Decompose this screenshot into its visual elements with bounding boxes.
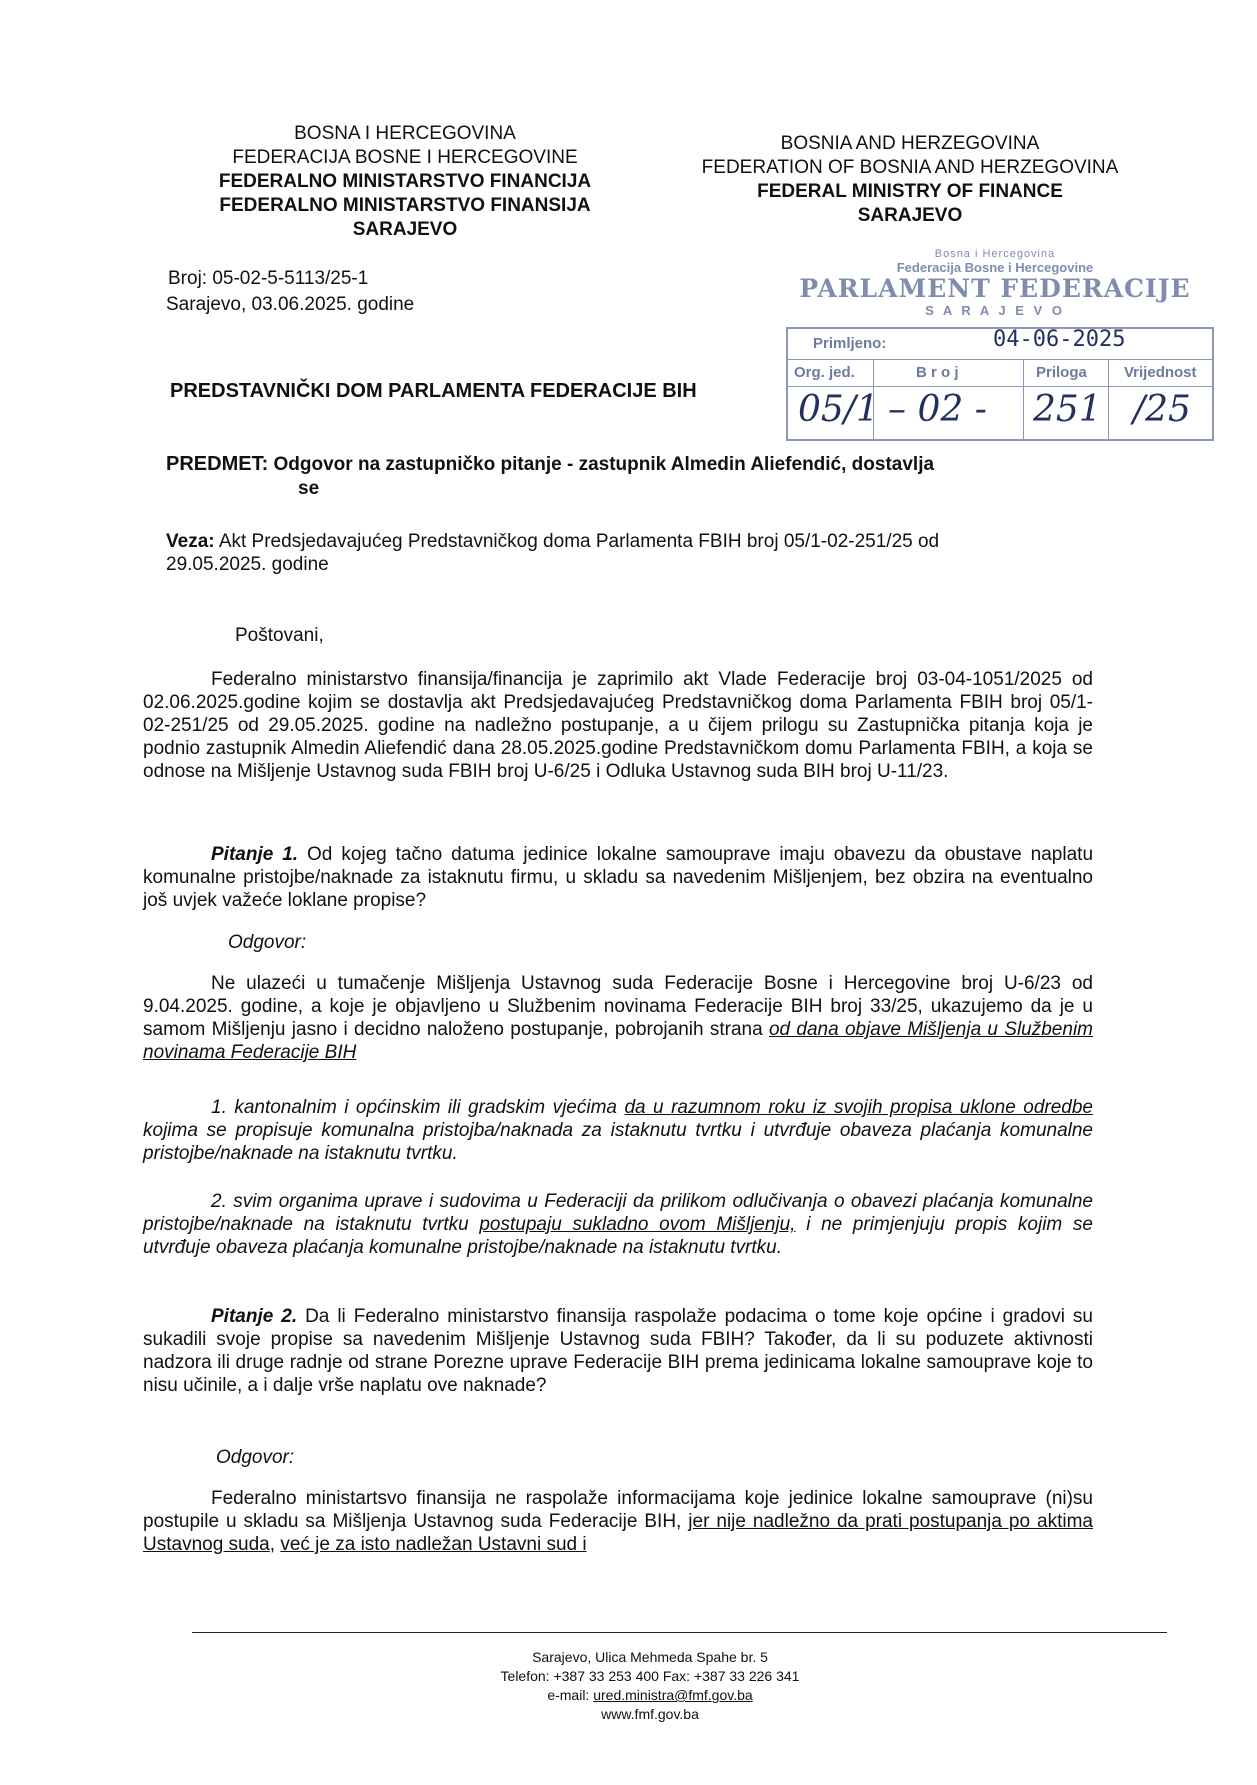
stamp-divider-2 [1023, 360, 1024, 439]
veza-line-2: 29.05.2025. godine [166, 554, 329, 575]
question-1-text: Od kojeg tačno datuma jedinice lokalne samouprave imaju obavezu da obustave naplatu komunalne pristojbe/naknade za istaknutu firmu, u skladu sa navedenim Mišljenjem, bez obzira na eventualno još uvjek važeće loklane propise? [143, 844, 1094, 911]
stamp-line-1: Bosna i Hercegovina [934, 248, 1056, 260]
list-item-2-underline: postupaju sukladno ovom Mišljenju, [479, 1214, 796, 1235]
veza-line-1: Akt Predsjedavajućeg Predstavničkog doma Parlamenta FBIH broj 05/1-02-251/25 od [214, 531, 940, 552]
answer-1-text: Ne ulazeći u tumačenje Mišljenja Ustavnog suda Federacije Bosne i Hercegovine broj U-6/23 od 9.04.2025. godine, a koje je objavljeno u Službenim novinama Federacije BIH broj 33/25, ukazujemo da je u samom Mišljenju jasno i decidno naloženo postupanje, pobrojanih strana [143, 973, 1093, 1040]
header-left-country: BOSNA I HERCEGOVINA [294, 123, 516, 144]
footer [300, 1648, 1000, 1724]
footer-address: Sarajevo, Ulica Mehmeda Spahe br. 5 [532, 1649, 768, 1665]
footer-divider [192, 1632, 1167, 1633]
stamp-col-priloga: Priloga [1036, 364, 1087, 381]
stamp-line-4: S A R A J E V O [925, 303, 1065, 318]
header-right-city: SARAJEVO [857, 205, 963, 226]
stamp-received-label: Primljeno: [813, 335, 887, 352]
answer-2-paragraph [143, 1487, 1093, 1556]
stamp-hand-priloga: 251 [1033, 389, 1102, 430]
answer-1-label: Odgovor: [228, 932, 307, 953]
stamp-header [780, 248, 1210, 319]
list-item-1-pre: 1. kantonalnim i općinskim ili gradskim vjećima [211, 1097, 625, 1118]
answer-1-paragraph [143, 972, 1093, 1064]
answer-1-underline: od dana objave Mišljenja u Službenim novinama Federacije BIH [143, 1019, 1093, 1063]
question-1-label: Pitanje 1. [211, 844, 299, 865]
answer-2-underline-2: već je za isto nadležan Ustavni sud i [280, 1534, 587, 1555]
header-left-ministry-1: FEDERALNO MINISTARSTVO FINANCIJA [218, 171, 592, 192]
stamp-divider-3 [1108, 360, 1109, 439]
header-left-city: SARAJEVO [352, 219, 458, 240]
header-left [175, 122, 635, 242]
reference-date: Sarajevo, 03.06.2025. godine [166, 294, 415, 315]
footer-email-line [300, 1686, 1000, 1705]
stamp-box [786, 327, 1214, 441]
header-left-federation: FEDERACIJA BOSNE I HERCEGOVINE [232, 147, 578, 168]
answer-2-mid: , [269, 1534, 281, 1555]
header-right-federation: FEDERATION OF BOSNIA AND HERZEGOVINA [701, 157, 1119, 178]
header-right-country: BOSNIA AND HERZEGOVINA [780, 133, 1040, 154]
question-2-text: Da li Federalno ministarstvo finansija raspolaže podacima o tome koje općine i gradovi su sukadili svoje propise sa navedenim Mišljenje Ustavnog suda FBIH? Također, da li su poduzete aktivnosti nadzora ili druge radnje od strane Porezne uprave Federacije BIH prema jedinicama lokalne samouprave koje to nisu učinile, a i dalje vrše naplatu ove naknade? [143, 1306, 1093, 1396]
intro-paragraph: Federalno ministarstvo finansija/financija je zaprimilo akt Vlade Federacije broj 03-04-1051/2025 od 02.06.2025.godine kojim se dostavlja akt Predsjedavajućeg Predstavničkog doma Parlamenta FBIH broj 05/1-02-251/25 od 29.05.2025. godine na nadležno postupanje, a u čijem prilogu su Zastupnička pitanja koja je podnio zastupnik Almedin Aliefendić dana 28.05.2025.godine Predstavničkom domu Parlamenta FBIH, a koja se odnose na Mišljenje Ustavnog suda FBIH broj U-6/25 i Odluka Ustavnog suda BIH broj U-11/23. [143, 669, 1093, 782]
stamp-received-row [788, 329, 1212, 360]
list-item-1-post: kojima se propisuje komunalna pristojba/naknada za istaknutu tvrtku i utvrđuje obaveza plaćanja komunalne pristojbe/naknade na istaknutu tvrtku. [143, 1120, 1093, 1164]
veza [166, 530, 939, 576]
list-item-2-pre: 2. svim organima uprave i sudovima u Federaciji da prilikom odlučivanja o obavezi plaćanja komunalne pristojbe/naknade na istaknutu tvrtku [143, 1191, 1093, 1235]
answer-2-text: Federalno ministartsvo finansija ne raspolaže informacijama koje jedinice lokalne samouprave (ni)su postupile u skladu sa Mišljenja Ustavnog suda Federacije BIH, [143, 1488, 1093, 1532]
header-right [665, 132, 1155, 228]
stamp-column-headers [788, 360, 1212, 387]
stamp-received-date: 04-06-2025 [993, 327, 1126, 352]
stamp-hand-org: 05/1 [798, 389, 879, 430]
list-item-1-underline: da u razumnom roku iz svojih propisa uklone odredbe [624, 1097, 1093, 1118]
header-right-ministry: FEDERAL MINISTRY OF FINANCE [757, 181, 1063, 202]
list-item-2-post: i ne primjenjuju propis kojim se utvrđuje obaveza plaćanja komunalne pristojbe/naknade na istaknutu tvrtku. [143, 1214, 1093, 1258]
question-2-label: Pitanje 2. [211, 1306, 298, 1327]
recipient: PREDSTAVNIČKI DOM PARLAMENTA FEDERACIJE BIH [170, 380, 697, 402]
footer-website[interactable]: www.fmf.gov.ba [601, 1706, 699, 1722]
stamp-col-broj: B r o j [916, 364, 959, 381]
stamp-line-2: Federacija Bosne i Hercegovine [896, 260, 1094, 275]
stamp-hand-year: /25 [1133, 389, 1191, 430]
question-1 [143, 843, 1093, 912]
footer-email-link[interactable]: ured.ministra@fmf.gov.ba [593, 1687, 753, 1703]
list-item-1 [143, 1096, 1093, 1165]
subject-line-1: Odgovor na zastupničko pitanje - zastupnik Almedin Aliefendić, dostavlja [273, 454, 935, 475]
reference-number: Broj: 05-02-5-5113/25-1 [168, 268, 369, 289]
footer-email-label: e-mail: [547, 1687, 594, 1703]
answer-2-label: Odgovor: [216, 1447, 295, 1468]
subject-label: PREDMET: [166, 453, 269, 475]
stamp-col-vrijednost: Vrijednost [1124, 364, 1197, 381]
stamp-col-org: Org. jed. [794, 364, 855, 381]
subject-line-2: se [298, 478, 320, 499]
question-2 [143, 1305, 1093, 1397]
stamp-hand-broj: – 02 - [888, 389, 987, 430]
answer-2-underline-1: jer nije nadležno da prati postupanja po aktima Ustavnog suda [143, 1511, 1093, 1555]
subject [166, 452, 1126, 501]
header-left-ministry-2: FEDERALNO MINISTARSTVO FINANSIJA [219, 195, 591, 216]
stamp-line-3: PARLAMENT FEDERACIJE [799, 274, 1191, 303]
greeting: Poštovani, [235, 625, 324, 646]
veza-label: Veza: [166, 531, 215, 552]
footer-phone: Telefon: +387 33 253 400 Fax: +387 33 226 341 [500, 1668, 800, 1684]
list-item-2 [143, 1190, 1093, 1259]
